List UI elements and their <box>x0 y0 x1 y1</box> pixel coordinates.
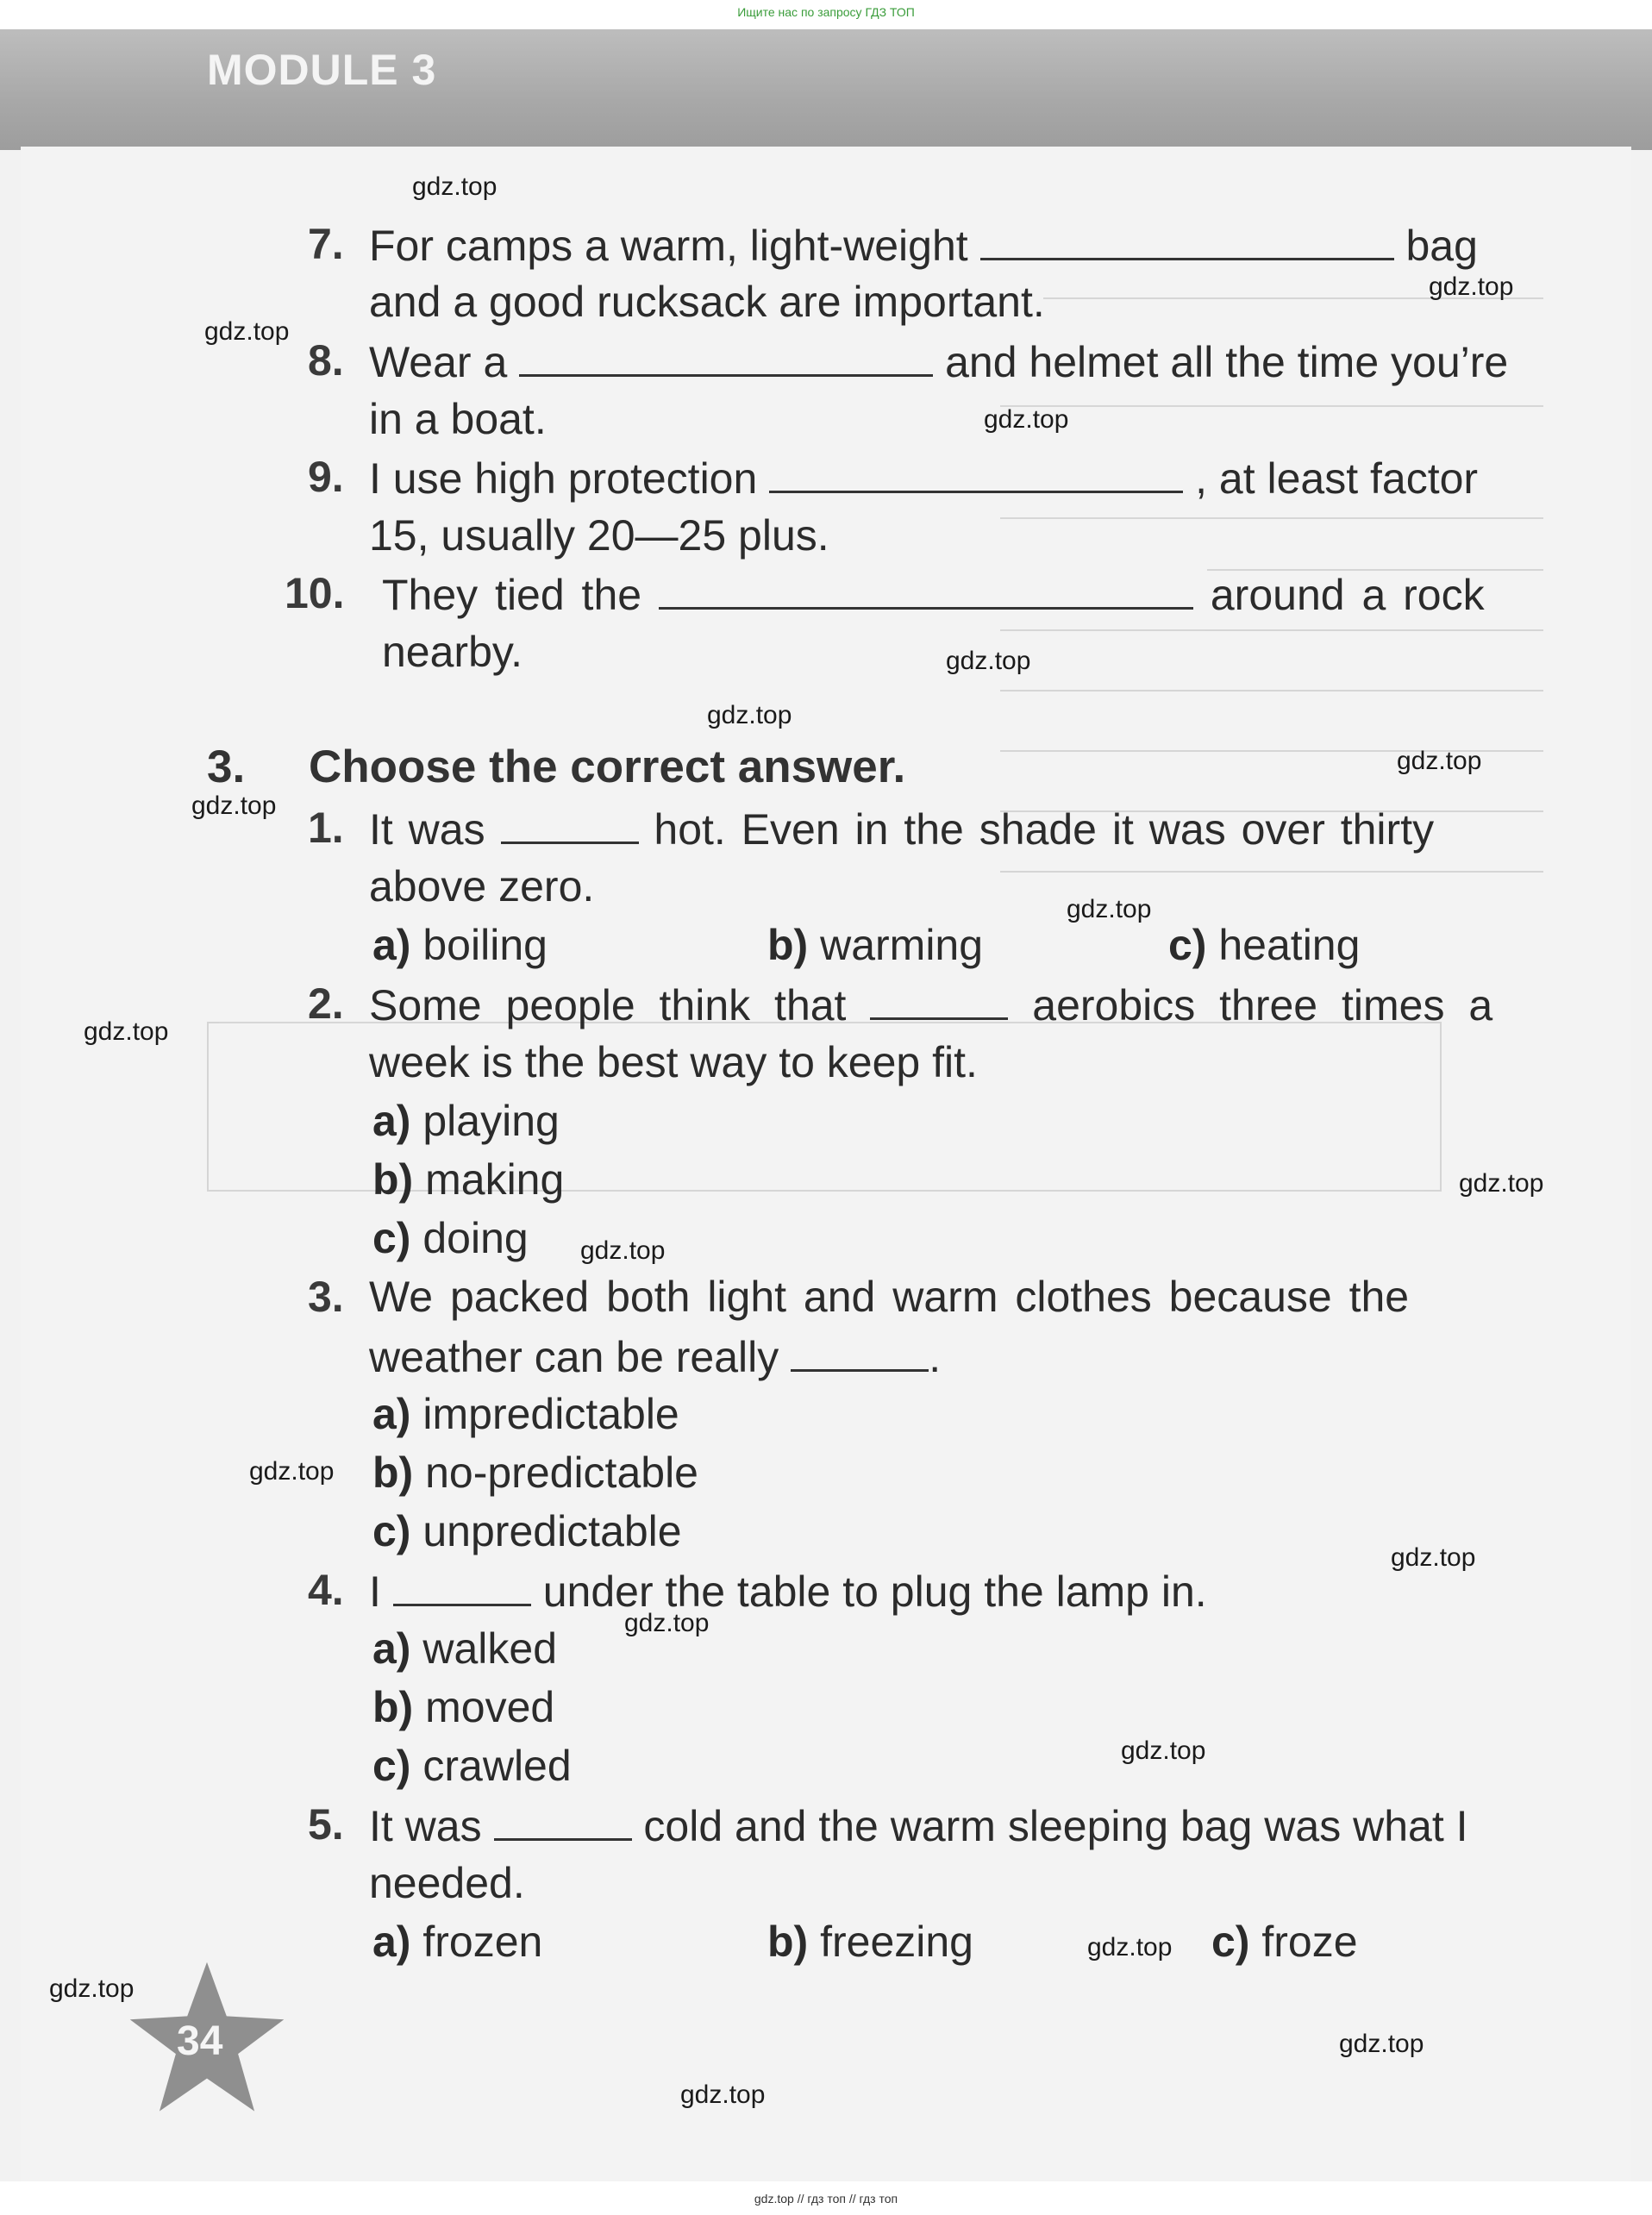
watermark: gdz.top <box>1397 747 1482 775</box>
bottom-notice: gdz.top // гдз топ // гдз топ <box>754 2192 898 2206</box>
question-line <box>369 1564 1207 1617</box>
question-text: aerobics three times a <box>1032 981 1493 1029</box>
option-text: froze <box>1261 1918 1358 1966</box>
sentence-text: bag <box>1405 222 1478 270</box>
sentence-line <box>382 567 1485 621</box>
module-title: MODULE 3 <box>207 46 437 94</box>
question-text: It was <box>369 805 485 854</box>
answer-blank[interactable] <box>519 335 933 377</box>
answer-blank[interactable] <box>501 802 639 844</box>
watermark: gdz.top <box>1391 1543 1476 1572</box>
watermark: gdz.top <box>1121 1736 1206 1765</box>
watermark: gdz.top <box>946 647 1031 675</box>
watermark: gdz.top <box>191 792 277 820</box>
watermark: gdz.top <box>1459 1169 1544 1198</box>
option-text: crawled <box>422 1742 572 1790</box>
option-text: moved <box>425 1683 555 1731</box>
question-line <box>369 802 1434 855</box>
exercise-title: Choose the correct answer. <box>309 741 906 792</box>
watermark: gdz.top <box>204 317 290 346</box>
option-label: a) <box>372 921 411 969</box>
option-b[interactable] <box>767 1916 973 1968</box>
sentence-line <box>369 335 1508 388</box>
option-text: boiling <box>422 921 548 969</box>
option-label: b) <box>767 921 809 969</box>
option-label: a) <box>372 1390 411 1438</box>
sentence-line <box>369 218 1478 272</box>
option-text: making <box>425 1155 565 1204</box>
option-label: a) <box>372 1097 411 1145</box>
watermark: gdz.top <box>624 1609 710 1637</box>
option-label: c) <box>372 1507 411 1555</box>
sentence-line: nearby. <box>382 628 523 676</box>
watermark: gdz.top <box>1429 272 1514 301</box>
watermark: gdz.top <box>580 1236 666 1265</box>
question-number: 5. <box>308 1800 344 1849</box>
option-label: b) <box>767 1918 809 1966</box>
question-number: 1. <box>308 804 344 852</box>
question-line: week is the best way to keep fit. <box>369 1038 978 1086</box>
sentence-text: around a rock <box>1210 571 1485 619</box>
option-label: b) <box>372 1683 414 1731</box>
question-text: cold and the warm sleeping bag was what I <box>643 1802 1468 1850</box>
watermark: gdz.top <box>84 1017 169 1046</box>
option-c[interactable] <box>372 1212 529 1264</box>
option-text: doing <box>422 1214 529 1262</box>
watermark: gdz.top <box>249 1457 335 1486</box>
answer-blank[interactable] <box>870 978 1008 1020</box>
sentence-text: I use high protection <box>369 454 758 503</box>
top-notice: Ищите нас по запросу ГДЗ ТОП <box>737 5 915 19</box>
question-line <box>369 1799 1468 1852</box>
sentence-text: Wear a <box>369 338 508 386</box>
item-number: 10. <box>285 569 345 617</box>
question-text: It was <box>369 1802 482 1850</box>
option-a[interactable] <box>372 1916 542 1968</box>
option-c[interactable] <box>1211 1916 1358 1968</box>
answer-blank[interactable] <box>791 1330 929 1372</box>
question-line <box>369 1330 941 1383</box>
sentence-text: , at least factor <box>1195 454 1479 503</box>
watermark: gdz.top <box>680 2080 766 2109</box>
option-a[interactable] <box>372 1623 557 1674</box>
option-label: a) <box>372 1624 411 1673</box>
item-number: 8. <box>308 336 344 385</box>
page-number: 34 <box>177 2018 223 2064</box>
answer-blank[interactable] <box>393 1564 531 1606</box>
answer-blank[interactable] <box>659 567 1193 610</box>
question-line: We packed both light and warm clothes because the <box>369 1273 1410 1321</box>
option-text: walked <box>422 1624 558 1673</box>
sentence-text: For camps a warm, light-weight <box>369 222 968 270</box>
watermark: gdz.top <box>707 701 792 729</box>
question-line <box>369 978 1492 1031</box>
option-text: playing <box>422 1097 560 1145</box>
option-label: c) <box>1168 921 1207 969</box>
option-c[interactable] <box>372 1505 682 1557</box>
option-label: b) <box>372 1449 414 1497</box>
question-number: 3. <box>308 1273 344 1321</box>
option-label: c) <box>1211 1918 1250 1966</box>
option-b[interactable] <box>767 919 983 971</box>
sentence-text: and helmet all the time you’re <box>945 338 1509 386</box>
sentence-line <box>369 451 1478 504</box>
option-c[interactable] <box>372 1740 572 1792</box>
question-text: hot. Even in the shade it was over thirty <box>654 805 1435 854</box>
option-b[interactable] <box>372 1154 564 1205</box>
option-text: unpredictable <box>422 1507 682 1555</box>
watermark: gdz.top <box>984 405 1069 434</box>
option-label: b) <box>372 1155 414 1204</box>
sentence-line: and a good rucksack are important. <box>369 278 1045 326</box>
question-text: weather can be really <box>369 1333 779 1381</box>
sentence-line: in a boat. <box>369 395 547 443</box>
question-number: 2. <box>308 979 344 1028</box>
sentence-line: 15, usually 20—25 plus. <box>369 511 829 560</box>
question-text: . <box>929 1333 942 1381</box>
option-label: c) <box>372 1214 411 1262</box>
watermark: gdz.top <box>49 1974 135 2003</box>
option-text: warming <box>820 921 984 969</box>
item-number: 9. <box>308 453 344 501</box>
watermark: gdz.top <box>1087 1933 1173 1962</box>
option-label: a) <box>372 1918 411 1966</box>
question-line: above zero. <box>369 862 595 910</box>
option-text: frozen <box>422 1918 543 1966</box>
option-b[interactable] <box>372 1681 554 1733</box>
question-text: I <box>369 1567 381 1616</box>
question-line: needed. <box>369 1859 525 1907</box>
option-a[interactable] <box>372 1095 560 1147</box>
watermark: gdz.top <box>412 172 497 201</box>
question-number: 4. <box>308 1566 344 1614</box>
sentence-text: They tied the <box>382 571 642 619</box>
option-a[interactable] <box>372 1388 679 1440</box>
answer-blank[interactable] <box>980 218 1394 260</box>
option-label: c) <box>372 1742 411 1790</box>
item-number: 7. <box>308 220 344 268</box>
option-text: impredictable <box>422 1390 679 1438</box>
watermark: gdz.top <box>1067 895 1152 923</box>
question-text: under the table to plug the lamp in. <box>542 1567 1207 1616</box>
option-text: freezing <box>820 1918 973 1966</box>
option-text: no-predictable <box>425 1449 698 1497</box>
watermark: gdz.top <box>1339 2030 1424 2058</box>
answer-blank[interactable] <box>494 1799 632 1841</box>
question-text: Some people think that <box>369 981 847 1029</box>
option-text: heating <box>1218 921 1361 969</box>
option-b[interactable] <box>372 1447 698 1499</box>
option-c[interactable] <box>1168 919 1360 971</box>
exercise-number: 3. <box>207 741 246 792</box>
option-a[interactable] <box>372 919 548 971</box>
answer-blank[interactable] <box>769 451 1183 493</box>
